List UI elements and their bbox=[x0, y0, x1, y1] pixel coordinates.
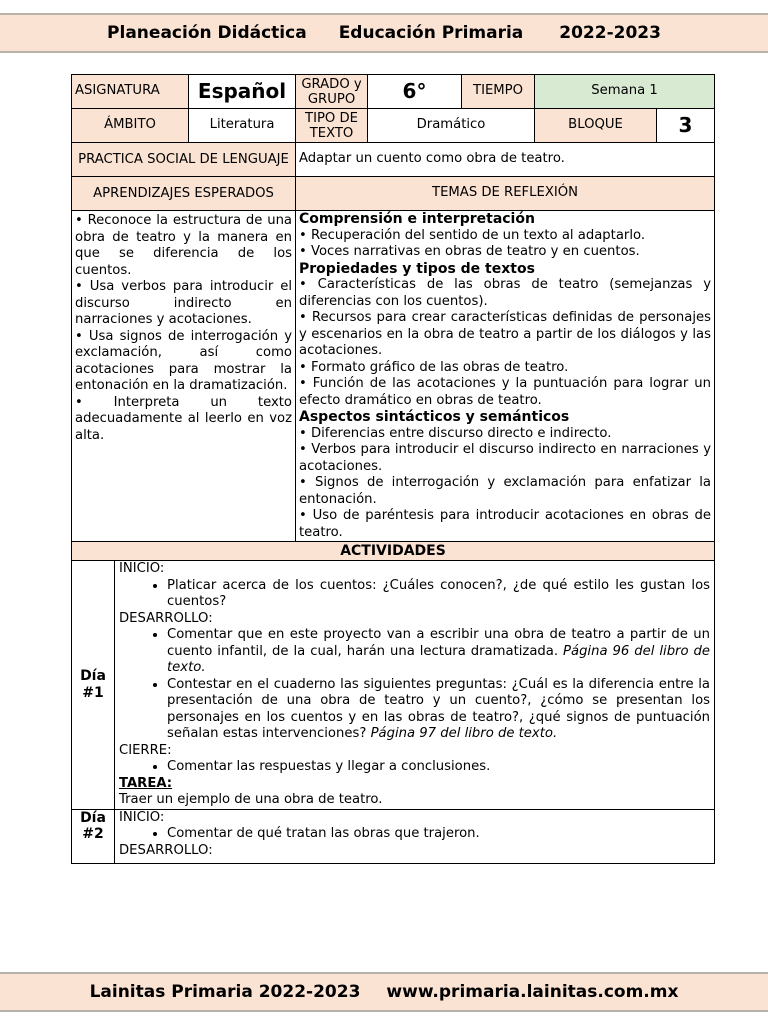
day-1-label bbox=[72, 561, 115, 810]
row-practice bbox=[72, 143, 715, 177]
inicio-label: INICIO: bbox=[119, 561, 165, 576]
practice-label: PRACTICA SOCIAL DE LENGUAJE bbox=[72, 143, 296, 177]
desarrollo-list bbox=[119, 627, 710, 743]
footer-banner bbox=[0, 972, 768, 1012]
inicio-list bbox=[119, 578, 710, 611]
theme-item: • Voces narrativas en obras de teatro y en cuentos. bbox=[299, 244, 640, 259]
day-2-activities bbox=[115, 809, 715, 863]
activity-item: • Comentar de qué tratan las obras que trajeron. bbox=[167, 826, 711, 843]
activity-item: • Comentar las respuestas y llegar a conclusiones. bbox=[167, 759, 710, 776]
time-label: TIEMPO bbox=[462, 75, 535, 109]
block-value: 3 bbox=[657, 109, 715, 143]
footer-brand: Lainitas Primaria 2022-2023 bbox=[89, 982, 361, 1002]
row-day-2 bbox=[72, 809, 715, 863]
theme-item: • Recursos para crear características definidas de personajes y escenarios en la obra de teatro a partir de los diálogos y las acotaciones. bbox=[299, 310, 712, 358]
activity-text: Contestar en el cuaderno las siguientes preguntas: ¿Cuál es la diferencia entre la presentación de una obra de teatro y un cuento?, ¿cómo se presentan los personajes en los cuentos y en las obras de teatro?, ¿qué signos de puntuación señalan estas intervenciones? bbox=[167, 676, 711, 741]
activity-item bbox=[167, 677, 710, 743]
subject-value: Español bbox=[189, 75, 296, 109]
education-level: Educación Primaria bbox=[338, 23, 524, 43]
row-subject bbox=[72, 75, 715, 109]
theme-item: • Características de las obras de teatro (semejanzas y diferencias con los cuentos). bbox=[299, 277, 712, 309]
expected-learnings-label: APRENDIZAJES ESPERADOS bbox=[72, 177, 296, 211]
theme-heading: Aspectos sintácticos y semánticos bbox=[299, 409, 570, 425]
grade-label: GRADO y GRUPO bbox=[296, 75, 368, 109]
block-label: BLOQUE bbox=[535, 109, 657, 143]
row-activities-header bbox=[72, 542, 715, 561]
text-type-label: TIPO DE TEXTO bbox=[296, 109, 368, 143]
homework-text: Traer un ejemplo de una obra de teatro. bbox=[119, 792, 383, 807]
cierre-list bbox=[119, 759, 710, 776]
page-reference: Página 97 del libro de texto. bbox=[370, 726, 558, 741]
homework-label: TAREA: bbox=[119, 775, 173, 791]
themes-list bbox=[296, 211, 715, 542]
activity-text: Comentar que en este proyecto van a escribir una obra de teatro a partir de un cuento infantil, de la cual, harán una lectura dramatizada. bbox=[167, 627, 711, 659]
header-banner bbox=[0, 13, 768, 53]
day-label-line: Día bbox=[80, 668, 106, 685]
desarrollo-label: DESARROLLO: bbox=[119, 610, 213, 626]
day-number: #2 bbox=[82, 826, 104, 842]
expected-learning: • Reconoce la estructura de una obra de teatro y la manera en que se diferencia de los cuentos. bbox=[75, 213, 293, 278]
row-content bbox=[72, 211, 715, 542]
school-cycle: 2022-2023 bbox=[559, 23, 661, 43]
theme-item: • Formato gráfico de las obras de teatro. bbox=[299, 359, 569, 375]
page-reference: Página 96 del libro de texto. bbox=[167, 643, 711, 675]
subject-label: ASIGNATURA bbox=[72, 75, 189, 109]
theme-item: • Signos de interrogación y exclamación para enfatizar la entonación. bbox=[299, 475, 712, 507]
text-type-value: Dramático bbox=[368, 109, 535, 143]
activity-item bbox=[167, 627, 710, 677]
theme-item: • Recuperación del sentido de un texto al adaptarlo. bbox=[299, 227, 646, 243]
scope-value: Literatura bbox=[189, 109, 296, 143]
day-2-label bbox=[72, 809, 115, 863]
time-value: Semana 1 bbox=[535, 75, 715, 109]
scope-label: ÁMBITO bbox=[72, 109, 189, 143]
inicio-list bbox=[119, 826, 711, 843]
desarrollo-label: DESARROLLO: bbox=[119, 842, 213, 858]
theme-item: • Uso de paréntesis para introducir acotaciones en obras de teatro. bbox=[299, 508, 712, 540]
activities-label: ACTIVIDADES bbox=[72, 542, 715, 561]
planning-table bbox=[71, 74, 715, 864]
row-day-1 bbox=[72, 561, 715, 810]
theme-item: • Diferencias entre discurso directo e indirecto. bbox=[299, 425, 612, 441]
day-number: #1 bbox=[82, 684, 104, 701]
expected-learning: • Usa verbos para introducir el discurso indirecto en narraciones y acotaciones. bbox=[75, 279, 293, 327]
themes-label: TEMAS DE REFLEXIÓN bbox=[296, 177, 715, 211]
activity-item: • Platicar acerca de los cuentos: ¿Cuáles conocen?, ¿de qué estilo les gustan los cuentos? bbox=[167, 578, 710, 611]
footer-url[interactable]: www.primaria.lainitas.com.mx bbox=[386, 982, 679, 1002]
theme-item: • Función de las acotaciones y la puntuación para lograr un efecto dramático en obras de teatro. bbox=[299, 376, 712, 408]
page-title: Planeación Didáctica bbox=[107, 23, 307, 43]
inicio-label: INICIO: bbox=[119, 809, 165, 825]
day-label-line: Día bbox=[80, 809, 106, 826]
grade-value: 6° bbox=[368, 75, 462, 109]
expected-learning: • Usa signos de interrogación y exclamación, así como acotaciones para mostrar la entonación en la dramatización. bbox=[75, 328, 293, 393]
theme-item: • Verbos para introducir el discurso indirecto en narraciones y acotaciones. bbox=[299, 442, 712, 474]
row-scope bbox=[72, 109, 715, 143]
theme-heading: Comprensión e interpretación bbox=[299, 211, 535, 227]
expected-learnings-list bbox=[72, 211, 296, 542]
row-section-headers bbox=[72, 177, 715, 211]
theme-heading: Propiedades y tipos de textos bbox=[299, 260, 535, 277]
practice-value: Adaptar un cuento como obra de teatro. bbox=[296, 143, 715, 177]
day-1-activities bbox=[115, 561, 715, 810]
expected-learning: • Interpreta un texto adecuadamente al leerlo en voz alta. bbox=[75, 394, 293, 443]
cierre-label: CIERRE: bbox=[119, 742, 172, 758]
